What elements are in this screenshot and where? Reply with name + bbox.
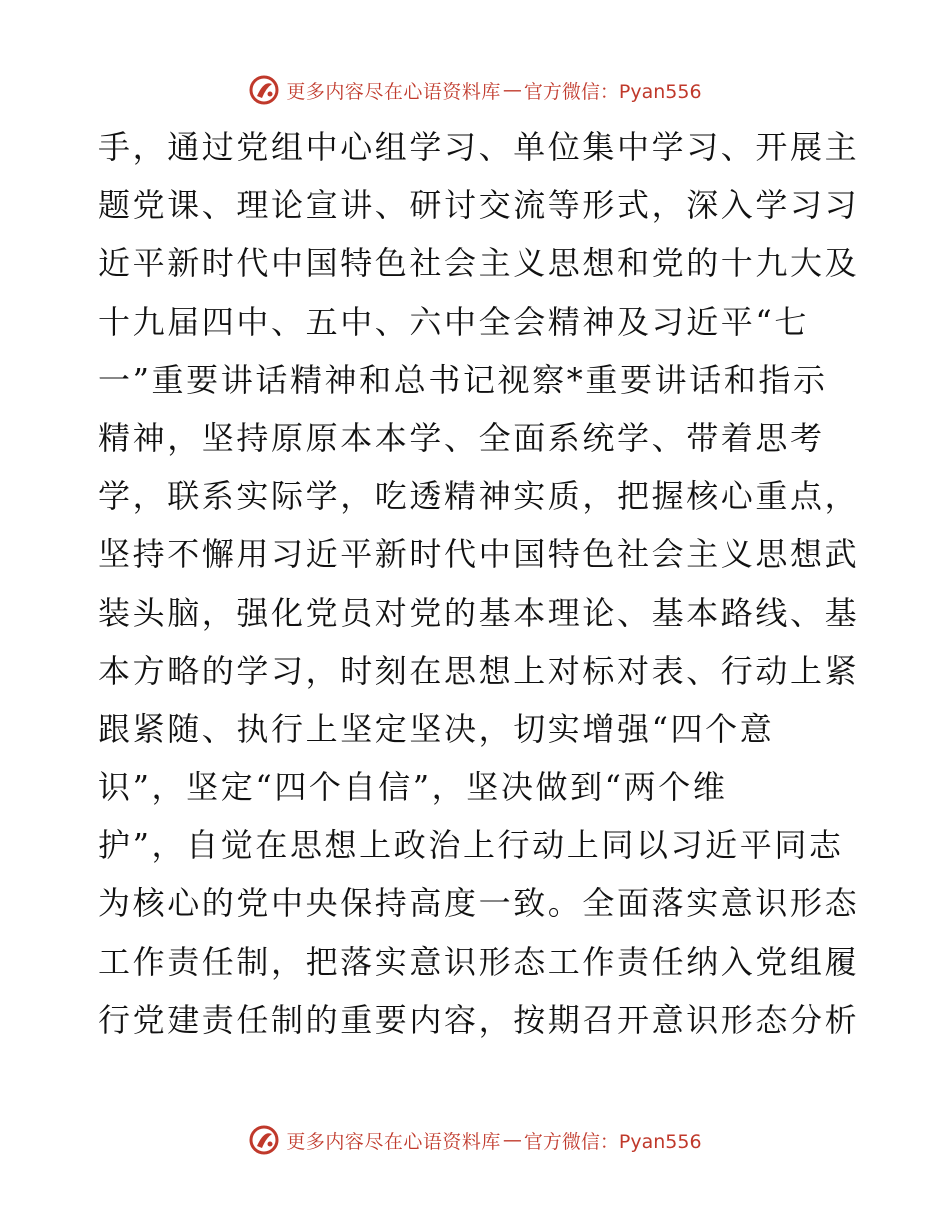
- header-separator: —: [502, 79, 522, 101]
- text-line: 十九届四中、五中、六中全会精神及习近平“七: [98, 302, 809, 341]
- header-wechat: 官方微信：Pyan556: [523, 80, 702, 103]
- logo-icon: [248, 74, 280, 106]
- document-body: [98, 118, 858, 1049]
- text-line: 题党课、理论宣讲、研讨交流等形式，深入学习习: [98, 186, 860, 225]
- text-line: 手，通过党组中心组学习、单位集中学习、开展主: [98, 128, 860, 166]
- text-line: 为核心的党中央保持高度一致。全面落实意识形态: [98, 884, 860, 923]
- text-line: 精神，坚持原原本本学、全面系统学、带着思考: [98, 418, 825, 457]
- text-line: 护”，自觉在思想上政治上行动上同以习近平同志: [98, 826, 844, 865]
- text-line: 本方略的学习，时刻在思想上对标对表、行动上紧: [98, 651, 860, 690]
- footer-slogan: 更多内容尽在心语资料库: [286, 1130, 501, 1153]
- footer-wechat: 官方微信：Pyan556: [523, 1130, 702, 1153]
- header-slogan: 更多内容尽在心语资料库: [286, 80, 501, 103]
- header-banner: [0, 70, 950, 110]
- logo-icon: [248, 1124, 280, 1156]
- text-line: 近平新时代中国特色社会主义思想和党的十九大及: [98, 244, 860, 283]
- text-line: 识”，坚定“四个自信”，坚决做到“两个维: [98, 768, 728, 807]
- footer-separator: —: [502, 1129, 522, 1151]
- text-line: 坚持不懈用习近平新时代中国特色社会主义思想武: [98, 535, 860, 574]
- text-line: 跟紧随、执行上坚定坚决，切实增强“四个意: [98, 709, 775, 748]
- text-line: 行党建责任制的重要内容，按期召开意识形态分析: [98, 1000, 860, 1039]
- text-line: 工作责任制，把落实意识形态工作责任纳入党组履: [98, 942, 860, 981]
- text-line: 一”重要讲话精神和总书记视察*重要讲话和指示: [98, 360, 828, 399]
- footer-banner: [0, 1120, 950, 1160]
- text-line: 装头脑，强化党员对党的基本理论、基本路线、基: [98, 593, 860, 632]
- text-line: 学，联系实际学，吃透精神实质，把握核心重点，: [98, 477, 860, 516]
